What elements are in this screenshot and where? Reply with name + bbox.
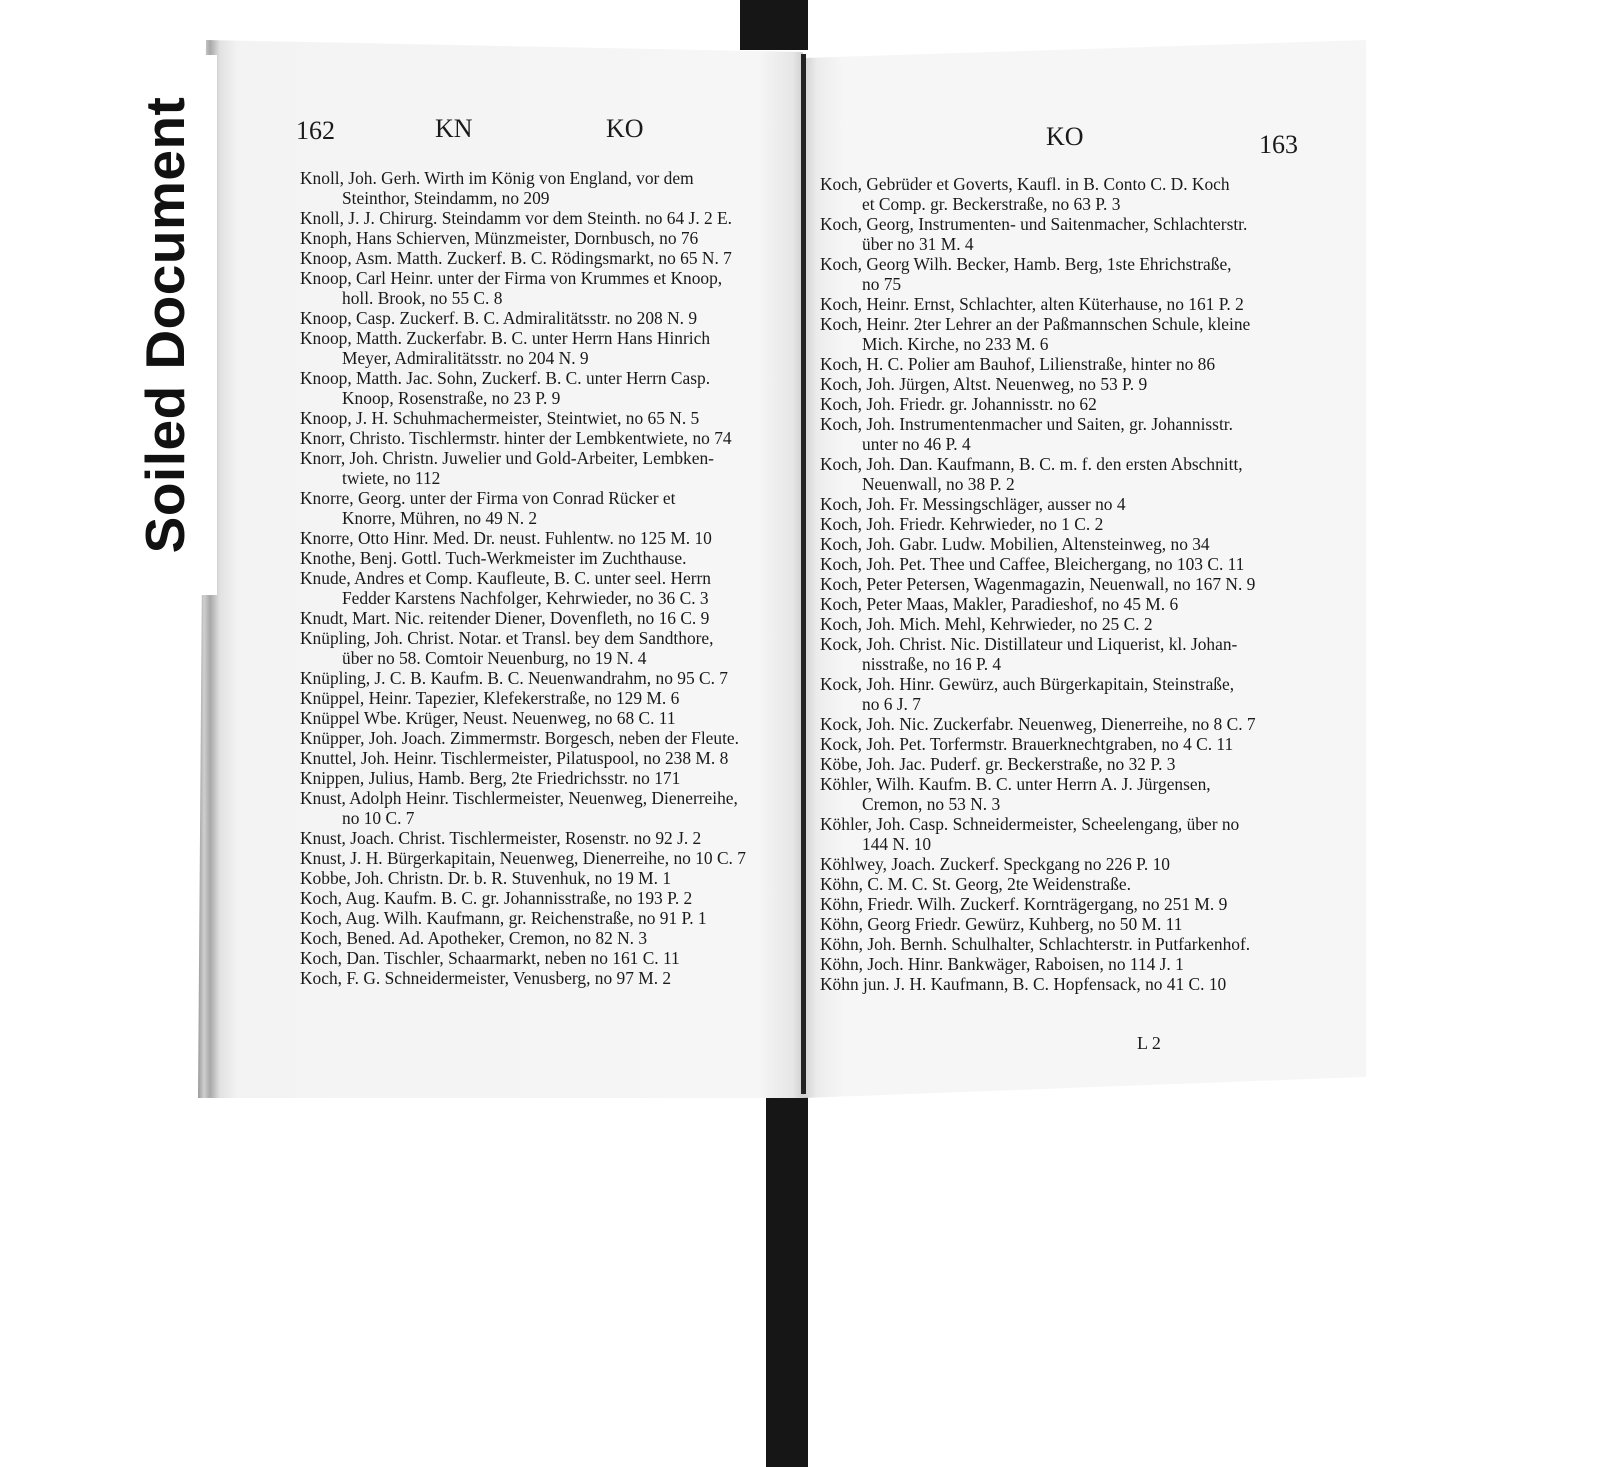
directory-entry: [820, 394, 1304, 414]
directory-entry: [820, 774, 1304, 814]
entry-line: Knüpling, Joh. Christ. Notar. et Transl. bey dem Sandthore,: [300, 628, 714, 648]
entry-line: Koch, Joh. Jürgen, Altst. Neuenweg, no 53 P. 9: [820, 374, 1148, 394]
entry-continuation-line: Fedder Karstens Nachfolger, Kehrwieder, no 36 C. 3: [342, 588, 709, 608]
entry-line: Köhler, Joh. Casp. Schneidermeister, Scheelengang, über no: [820, 814, 1240, 834]
left-header-ko: KO: [606, 114, 644, 143]
entry-continuation-line: no 75: [862, 274, 902, 294]
entry-line: Knorre, Georg. unter der Firma von Conrad Rücker et: [300, 488, 676, 508]
entry-continuation-line: twiete, no 112: [342, 468, 441, 488]
entry-line: Knorr, Christo. Tischlermstr. hinter der Lembkentwiete, no 74: [300, 428, 732, 448]
entry-line: Koch, Georg, Instrumenten- und Saitenmacher, Schlachterstr.: [820, 214, 1248, 234]
entry-line: Knüpling, J. C. B. Kaufm. B. C. Neuenwandrahm, no 95 C. 7: [300, 668, 728, 688]
entry-line: Koch, H. C. Polier am Bauhof, Lilienstraße, hinter no 86: [820, 354, 1216, 374]
directory-entry: [820, 894, 1304, 914]
entry-line: Knoop, Casp. Zuckerf. B. C. Admiralitätsstr. no 208 N. 9: [300, 308, 698, 328]
directory-entry: [300, 748, 798, 768]
directory-entry: [300, 908, 798, 928]
directory-entry: [820, 574, 1304, 594]
entry-line: Knust, Joach. Christ. Tischlermeister, Rosenstr. no 92 J. 2: [300, 828, 702, 848]
directory-entry: [820, 494, 1304, 514]
directory-entry: [300, 168, 798, 208]
directory-entry: [300, 848, 798, 868]
entry-line: Koch, F. G. Schneidermeister, Venusberg, no 97 M. 2: [300, 968, 672, 988]
soiled-document-label: [113, 55, 218, 595]
entry-line: Koch, Georg Wilh. Becker, Hamb. Berg, 1ste Ehrichstraße,: [820, 254, 1232, 274]
entry-line: Kock, Joh. Nic. Zuckerfabr. Neuenweg, Dienerreihe, no 8 C. 7: [820, 714, 1256, 734]
directory-entry: [300, 248, 798, 268]
directory-entry: [300, 788, 798, 828]
entry-continuation-line: Knorre, Mühren, no 49 N. 2: [342, 508, 538, 528]
right-page-entries: [820, 174, 1304, 994]
directory-entry: [820, 514, 1304, 534]
right-page-number: 163: [1259, 130, 1298, 159]
entry-line: Kock, Joh. Hinr. Gewürz, auch Bürgerkapitain, Steinstraße,: [820, 674, 1235, 694]
directory-entry: [300, 568, 798, 608]
entry-line: Koch, Joh. Mich. Mehl, Kehrwieder, no 25 C. 2: [820, 614, 1153, 634]
entry-line: Knothe, Benj. Gottl. Tuch-Werkmeister im Zuchthause.: [300, 548, 687, 568]
directory-entry: [300, 628, 798, 668]
directory-entry: [820, 874, 1304, 894]
directory-entry: [820, 314, 1304, 354]
entry-line: Koch, Joh. Fr. Messingschläger, ausser no 4: [820, 494, 1126, 514]
entry-line: Koch, Aug. Wilh. Kaufmann, gr. Reichenstraße, no 91 P. 1: [300, 908, 707, 928]
entry-line: Köbe, Joh. Jac. Puderf. gr. Beckerstraße, no 32 P. 3: [820, 754, 1176, 774]
entry-line: Knorr, Joh. Christn. Juwelier und Gold-Arbeiter, Lembken-: [300, 448, 714, 468]
directory-entry: [820, 954, 1304, 974]
entry-line: Koch, Peter Maas, Makler, Paradieshof, no 45 M. 6: [820, 594, 1179, 614]
directory-entry: [300, 268, 798, 308]
directory-entry: [300, 728, 798, 748]
entry-line: Koch, Joh. Friedr. gr. Johannisstr. no 62: [820, 394, 1097, 414]
entry-line: Köhn, C. M. C. St. Georg, 2te Weidenstraße.: [820, 874, 1131, 894]
directory-entry: [300, 228, 798, 248]
entry-line: Knoll, J. J. Chirurg. Steindamm vor dem Steinth. no 64 J. 2 E.: [300, 208, 733, 228]
directory-entry: [820, 614, 1304, 634]
entry-line: Koch, Aug. Kaufm. B. C. gr. Johannisstraße, no 193 P. 2: [300, 888, 693, 908]
entry-continuation-line: no 6 J. 7: [862, 694, 921, 714]
entry-line: Knoop, Carl Heinr. unter der Firma von Krummes et Knoop,: [300, 268, 723, 288]
directory-entry: [300, 368, 798, 408]
entry-line: Knüppel Wbe. Krüger, Neust. Neuenweg, no 68 C. 11: [300, 708, 676, 728]
entry-continuation-line: über no 58. Comtoir Neuenburg, no 19 N. 4: [342, 648, 647, 668]
entry-line: Knuttel, Joh. Heinr. Tischlermeister, Pilatuspool, no 238 M. 8: [300, 748, 729, 768]
directory-entry: [300, 308, 798, 328]
entry-line: Koch, Peter Petersen, Wagenmagazin, Neuenwall, no 167 N. 9: [820, 574, 1256, 594]
entry-continuation-line: holl. Brook, no 55 C. 8: [342, 288, 503, 308]
entry-continuation-line: 144 N. 10: [862, 834, 932, 854]
directory-entry: [820, 734, 1304, 754]
entry-line: Knüppel, Heinr. Tapezier, Klefekerstraße, no 129 M. 6: [300, 688, 680, 708]
entry-line: Kock, Joh. Pet. Torfermstr. Brauerknechtgraben, no 4 C. 11: [820, 734, 1234, 754]
left-header-kn: KN: [435, 114, 473, 143]
left-page-number: 162: [296, 116, 335, 145]
directory-entry: [820, 534, 1304, 554]
entry-line: Köhlwey, Joach. Zuckerf. Speckgang no 226 P. 10: [820, 854, 1170, 874]
entry-line: Knudt, Mart. Nic. reitender Diener, Dovenfleth, no 16 C. 9: [300, 608, 710, 628]
directory-entry: [300, 208, 798, 228]
directory-entry: [300, 688, 798, 708]
directory-entry: [300, 828, 798, 848]
entry-line: Knude, Andres et Comp. Kaufleute, B. C. unter seel. Herrn: [300, 568, 711, 588]
binding-strip-bottom: [766, 1085, 808, 1467]
directory-entry: [820, 214, 1304, 254]
entry-line: Koch, Heinr. 2ter Lehrer an der Paßmannschen Schule, kleine: [820, 314, 1251, 334]
entry-line: Köhn jun. J. H. Kaufmann, B. C. Hopfensack, no 41 C. 10: [820, 974, 1227, 994]
directory-entry: [820, 754, 1304, 774]
entry-line: Köhn, Joh. Bernh. Schulhalter, Schlachterstr. in Putfarkenhof.: [820, 934, 1251, 954]
entry-line: Knüpper, Joh. Joach. Zimmermstr. Borgesch, neben der Fleute.: [300, 728, 739, 748]
directory-entry: [300, 708, 798, 728]
directory-entry: [820, 254, 1304, 294]
directory-entry: [820, 714, 1304, 734]
left-page-entries: [300, 168, 798, 988]
entry-continuation-line: Neuenwall, no 38 P. 2: [862, 474, 1015, 494]
entry-line: Knoop, J. H. Schuhmachermeister, Steintwiet, no 65 N. 5: [300, 408, 700, 428]
directory-entry: [300, 548, 798, 568]
directory-entry: [300, 668, 798, 688]
entry-line: Knoll, Joh. Gerh. Wirth im König von England, vor dem: [300, 168, 694, 188]
entry-line: Knust, Adolph Heinr. Tischlermeister, Neuenweg, Dienerreihe,: [300, 788, 738, 808]
directory-entry: [820, 634, 1304, 674]
entry-continuation-line: nisstraße, no 16 P. 4: [862, 654, 1002, 674]
directory-entry: [820, 974, 1304, 994]
directory-entry: [300, 328, 798, 368]
directory-entry: [820, 854, 1304, 874]
entry-line: Koch, Joh. Gabr. Ludw. Mobilien, Altensteinweg, no 34: [820, 534, 1210, 554]
entry-line: Köhn, Friedr. Wilh. Zuckerf. Kornträgergang, no 251 M. 9: [820, 894, 1228, 914]
directory-entry: [820, 354, 1304, 374]
directory-entry: [820, 374, 1304, 394]
entry-continuation-line: no 10 C. 7: [342, 808, 415, 828]
directory-entry: [300, 968, 798, 988]
directory-entry: [820, 594, 1304, 614]
directory-entry: [300, 408, 798, 428]
entry-continuation-line: Knoop, Rosenstraße, no 23 P. 9: [342, 388, 561, 408]
signature-mark: L 2: [1137, 1033, 1161, 1053]
directory-entry: [300, 428, 798, 448]
entry-line: Koch, Joh. Instrumentenmacher und Saiten, gr. Johannisstr.: [820, 414, 1233, 434]
entry-line: Koch, Joh. Dan. Kaufmann, B. C. m. f. den ersten Abschnitt,: [820, 454, 1243, 474]
directory-entry: [300, 608, 798, 628]
directory-entry: [300, 528, 798, 548]
directory-entry: [820, 674, 1304, 714]
directory-entry: [820, 174, 1304, 214]
directory-entry: [300, 928, 798, 948]
entry-line: Köhn, Joch. Hinr. Bankwäger, Raboisen, no 114 J. 1: [820, 954, 1184, 974]
entry-line: Köhler, Wilh. Kaufm. B. C. unter Herrn A. J. Jürgensen,: [820, 774, 1211, 794]
entry-continuation-line: et Comp. gr. Beckerstraße, no 63 P. 3: [862, 194, 1121, 214]
entry-line: Köhn, Georg Friedr. Gewürz, Kuhberg, no 50 M. 11: [820, 914, 1183, 934]
entry-line: Knust, J. H. Bürgerkapitain, Neuenweg, Dienerreihe, no 10 C. 7: [300, 848, 746, 868]
entry-line: Knoph, Hans Schierven, Münzmeister, Dornbusch, no 76: [300, 228, 699, 248]
directory-entry: [820, 454, 1304, 494]
entry-continuation-line: Steinthor, Steindamm, no 209: [342, 188, 550, 208]
entry-line: Knorre, Otto Hinr. Med. Dr. neust. Fuhlentw. no 125 M. 10: [300, 528, 712, 548]
entry-continuation-line: Mich. Kirche, no 233 M. 6: [862, 334, 1049, 354]
entry-line: Kobbe, Joh. Christn. Dr. b. R. Stuvenhuk, no 19 M. 1: [300, 868, 672, 888]
directory-entry: [300, 768, 798, 788]
directory-entry: [300, 448, 798, 488]
soiled-document-text: Soiled Document: [134, 96, 196, 554]
entry-continuation-line: unter no 46 P. 4: [862, 434, 971, 454]
directory-entry: [820, 554, 1304, 574]
directory-entry: [820, 294, 1304, 314]
entry-line: Knoop, Matth. Zuckerfabr. B. C. unter Herrn Hans Hinrich: [300, 328, 711, 348]
directory-entry: [820, 414, 1304, 454]
entry-continuation-line: Cremon, no 53 N. 3: [862, 794, 1001, 814]
entry-line: Koch, Gebrüder et Goverts, Kaufl. in B. Conto C. D. Koch: [820, 174, 1230, 194]
directory-entry: [300, 948, 798, 968]
right-header-ko: KO: [1046, 122, 1084, 151]
entry-line: Koch, Dan. Tischler, Schaarmarkt, neben no 161 C. 11: [300, 948, 680, 968]
directory-entry: [820, 914, 1304, 934]
entry-line: Knoop, Asm. Matth. Zuckerf. B. C. Rödingsmarkt, no 65 N. 7: [300, 248, 732, 268]
entry-line: Kock, Joh. Christ. Nic. Distillateur und Liquerist, kl. Johan-: [820, 634, 1238, 654]
entry-line: Knoop, Matth. Jac. Sohn, Zuckerf. B. C. unter Herrn Casp.: [300, 368, 711, 388]
directory-entry: [300, 868, 798, 888]
entry-line: Koch, Bened. Ad. Apotheker, Cremon, no 82 N. 3: [300, 928, 648, 948]
entry-continuation-line: Meyer, Admiralitätsstr. no 204 N. 9: [342, 348, 589, 368]
book-gutter: [801, 54, 806, 1094]
directory-entry: [300, 888, 798, 908]
entry-line: Koch, Heinr. Ernst, Schlachter, alten Küterhause, no 161 P. 2: [820, 294, 1244, 314]
directory-entry: [300, 488, 798, 528]
entry-line: Koch, Joh. Friedr. Kehrwieder, no 1 C. 2: [820, 514, 1104, 534]
entry-line: Koch, Joh. Pet. Thee und Caffee, Bleichergang, no 103 C. 11: [820, 554, 1245, 574]
entry-line: Knippen, Julius, Hamb. Berg, 2te Friedrichsstr. no 171: [300, 768, 681, 788]
entry-continuation-line: über no 31 M. 4: [862, 234, 974, 254]
directory-entry: [820, 814, 1304, 854]
directory-entry: [820, 934, 1304, 954]
